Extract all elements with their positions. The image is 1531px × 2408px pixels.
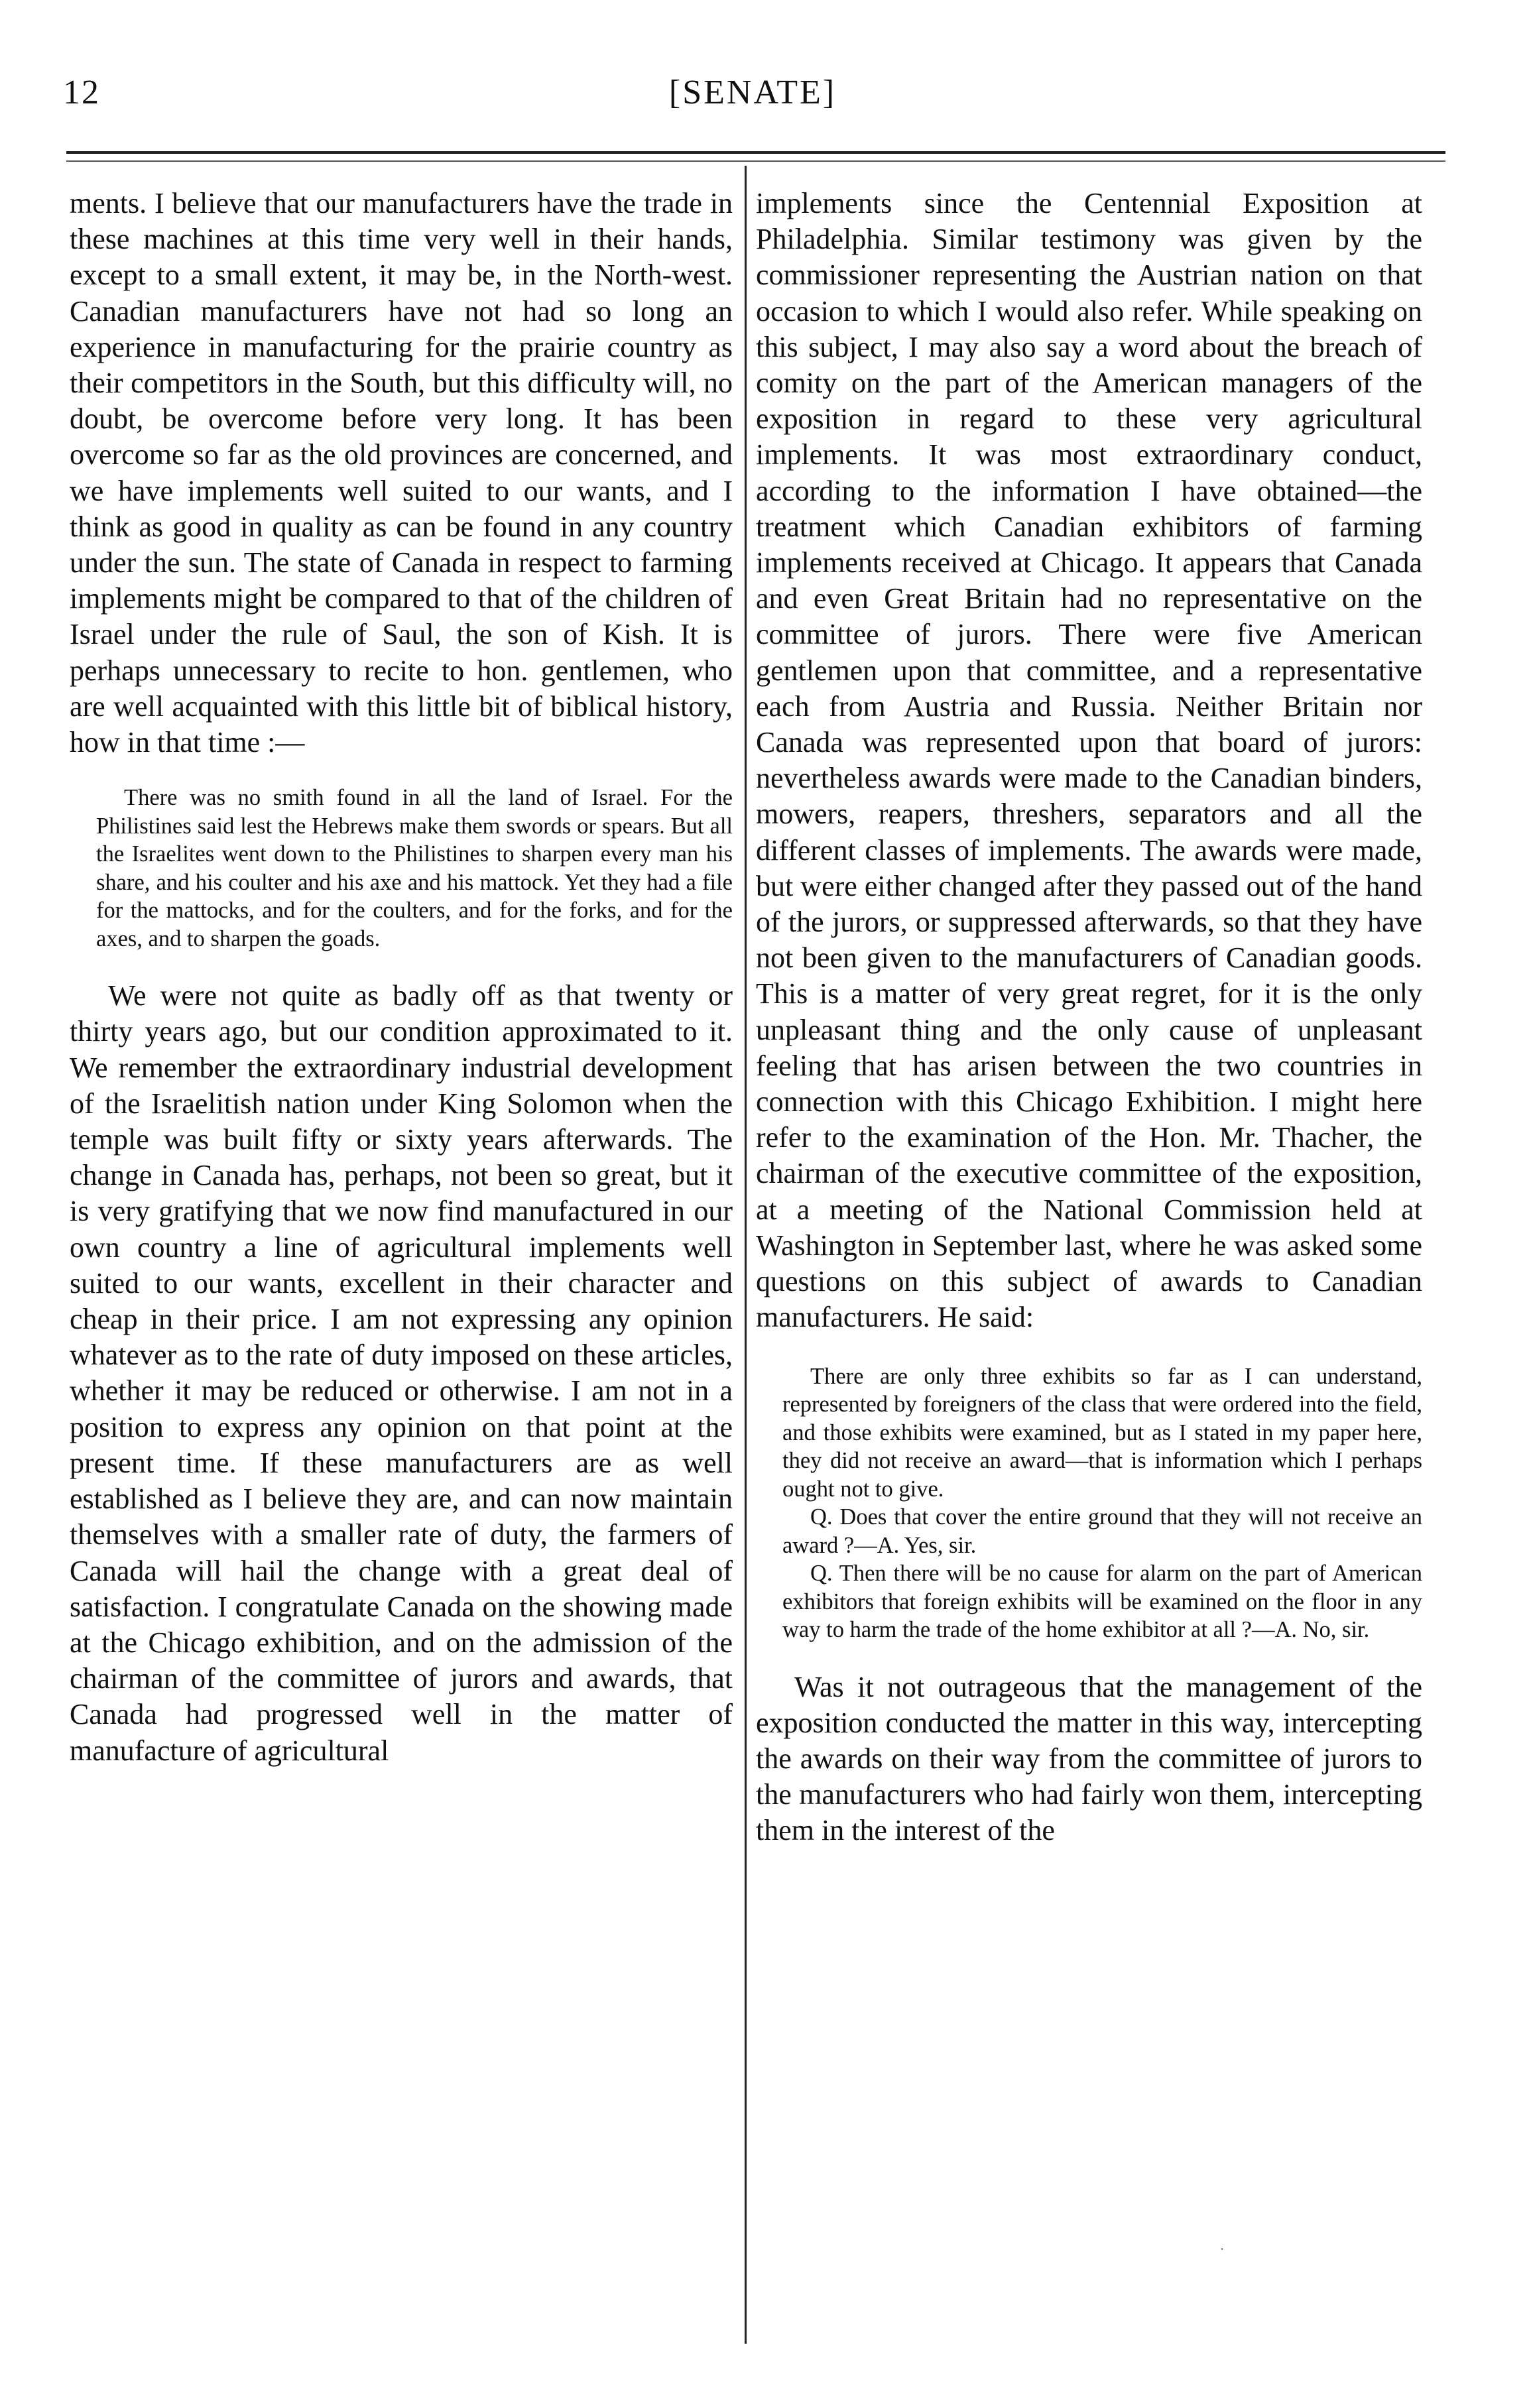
page-number: 12 xyxy=(63,74,100,111)
print-speck: · xyxy=(1220,2241,1225,2257)
column-divider xyxy=(745,166,747,2344)
right-column xyxy=(756,186,1422,1849)
thacher-quote: There are only three exhibits so far as I can understand, represented by foreigners of the class that were ordered into the field, and those exhibits were examined, but as I stated in my paper here, they did not receive an award—that is information which I perhaps ought not to give. xyxy=(782,1363,1422,1502)
question-answer-1: Q. Does that cover the entire ground that they will not receive an award ?—A. Yes, sir. xyxy=(782,1504,1422,1558)
biblical-quote: There was no smith found in all the land of Israel. For the Philistines said lest the Hebrews make them swords or spears. But all the Israelites went down to the Philistines to sharpen every man his share, and his coulter and his axe and his mattock. Yet they had a file for the mattocks, and for the coulters, and for the forks, and for the axes, and to sharpen the goads. xyxy=(96,785,733,951)
question-answer-2: Q. Then there will be no cause for alarm on the part of American exhibitors that foreign exhibits will be examined on the floor in any way to harm the trade of the home exhibitor at all ?—A. No, sir. xyxy=(782,1561,1422,1642)
left-paragraph-2: We were not quite as badly off as that twenty or thirty years ago, but our condition approximated to it. We remember the extraordinary industrial development of the Israelitish nation under King Solomon when the temple was built fifty or sixty years afterwards. The change in Canada has, perhaps, not been so great, but it is very gratifying that we now find manufactured in our own country a line of agricultural implements well suited to our wants, excellent in their character and cheap in their price. I am not expressing any opinion whatever as to the rate of duty imposed on these articles, whether it may be reduced or otherwise. I am not in a position to express any opinion on that point at the present time. If these manufacturers are as well established as I believe they are, and can now maintain themselves with a smaller rate of duty, the farmers of Canada will hail the change with a great deal of satisfaction. I congratulate Canada on the showing made at the Chicago exhibition, and on the admission of the chairman of the committee of jurors and awards, that Canada had progressed well in the matter of manufacture of agricultural xyxy=(70,979,733,1767)
header-rule-thin xyxy=(66,160,1445,162)
right-paragraph-1: implements since the Centennial Exposition at Philadelphia. Similar testimony was given by the commissioner representing the Austrian nation on that occasion to which I would also refer. While speaking on this subject, I may also say a word about the breach of comity on the part of the American managers of the exposition in regard to these very agricultural implements. It was most extraordinary conduct, according to the information I have obtained—the treatment which Canadian exhibitors of farming implements received at Chicago. It appears that Canada and even Great Britain had no representative on the committee of jurors. There were five American gentlemen upon that committee, and a representative each from Austria and Russia. Neither Britain nor Canada was represented upon that board of jurors: nevertheless awards were made to the Canadian binders, mowers, reapers, threshers, separators and all the different classes of implements. The awards were made, but were either changed after they passed out of the hand of the jurors, or suppressed afterwards, so that they have not been given to the manufacturers of Canadian goods. This is a matter of very great regret, for it is the only unpleasant thing and the only cause of unpleasant feeling that has arisen between the two countries in connection with this Chicago Exhibition. I might here refer to the examination of the Hon. Mr. Thacher, the chairman of the executive committee of the exposition, at a meeting of the National Commission held at Washington in September last, where he was asked some questions on this subject of awards to Canadian manufacturers. He said: xyxy=(756,187,1422,1334)
header-rule xyxy=(66,151,1445,154)
left-quotation xyxy=(70,760,733,978)
running-head: [SENATE] xyxy=(668,74,837,111)
right-quotation xyxy=(756,1336,1422,1669)
left-column xyxy=(70,186,733,1769)
left-paragraph-1: ments. I believe that our manufacturers have the trade in these machines at this time very well in their hands, except to a small extent, it may be, in the North-west. Canadian manufacturers have not had so long an experience in manufacturing for the prairie country as their competitors in the South, but this difficulty will, no doubt, be overcome before very long. It has been overcome so far as the old provinces are concerned, and we have implements well suited to our wants, and I think as good in quality as can be found in any country under the sun. The state of Canada in respect to farming implements might be compared to that of the children of Israel under the rule of Saul, the son of Kish. It is perhaps unnecessary to recite to hon. gentlemen, who are well acquainted with this little bit of biblical history, how in that time :— xyxy=(70,187,733,759)
right-paragraph-2: Was it not outrageous that the management of the exposition conducted the matter in this way, intercepting the awards on their way from the committee of jurors to the manufacturers who had fairly won them, intercepting them in the interest of the xyxy=(756,1670,1422,1847)
page-header xyxy=(63,73,1442,119)
